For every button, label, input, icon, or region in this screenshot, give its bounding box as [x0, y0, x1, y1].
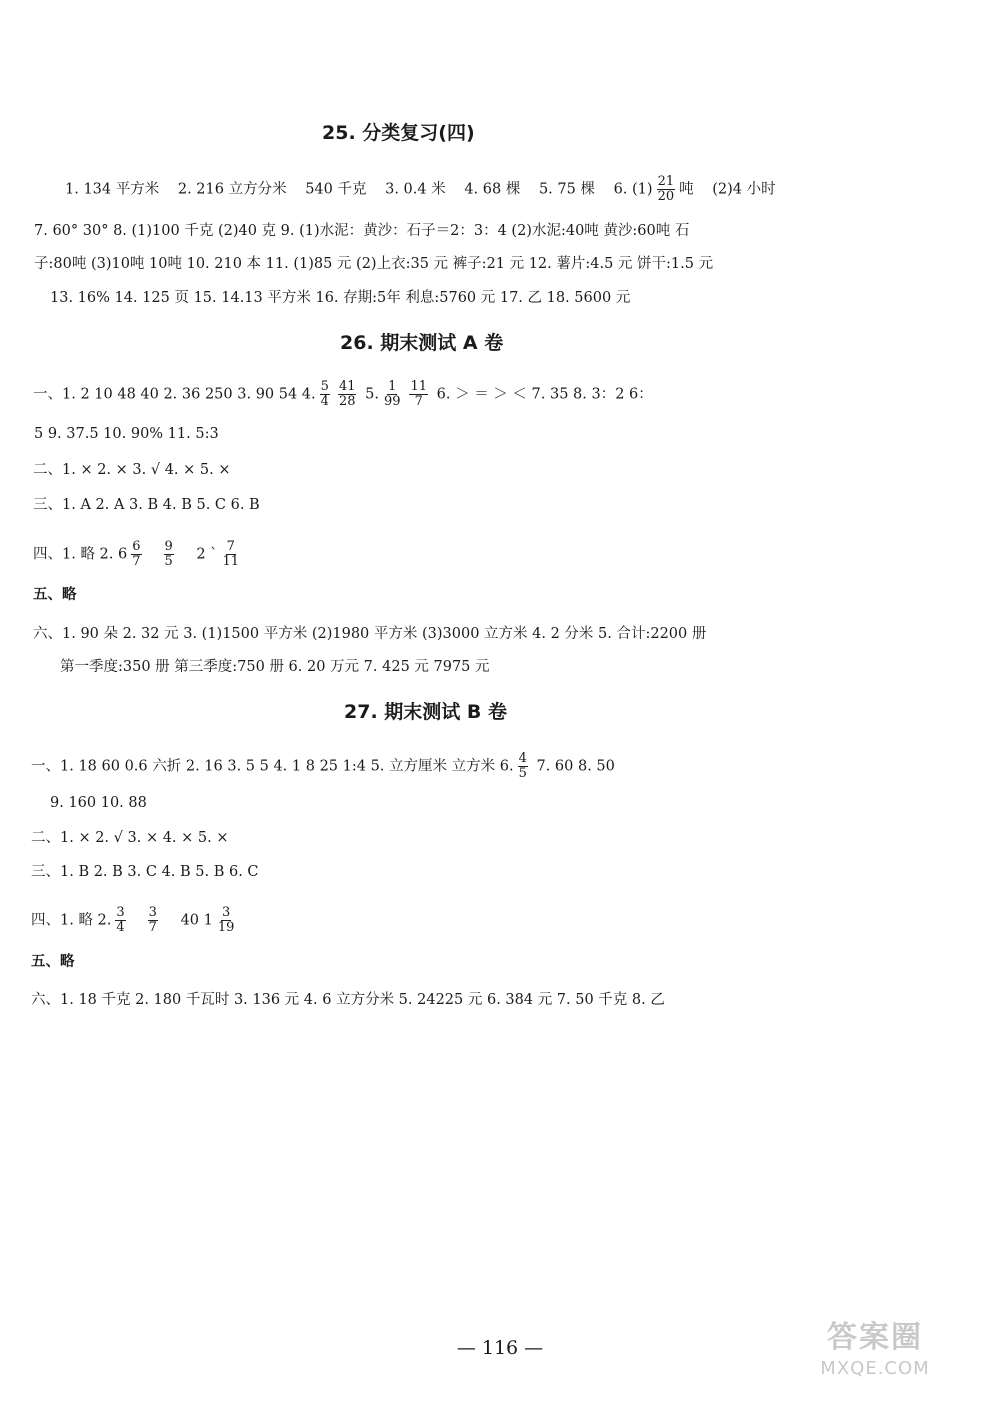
s27-line-1 — [31, 752, 615, 781]
section-27-title: 27. 期末测试 B 卷 — [344, 701, 507, 723]
s26-line-3: 二、1. × 2. × 3. √ 4. × 5. × — [33, 462, 231, 478]
s26-line-8: 第一季度:350 册 第三季度:750 册 6. 20 万元 7. 425 元 7975 元 — [60, 659, 490, 675]
s26-line-2: 5 9. 37.5 10. 90% 11. 5:3 — [34, 426, 219, 442]
answer: 吨 — [679, 181, 694, 198]
answer: 2 ` — [196, 546, 218, 563]
watermark-text: 答案圈 — [827, 1320, 923, 1355]
watermark-logo — [790, 1318, 960, 1398]
s25-line-1 — [65, 175, 776, 204]
fraction: $\frac{5}{4}$ — [320, 379, 329, 409]
answer: 4. 68 棵 — [464, 181, 521, 198]
s26-line-7: 六、1. 90 朵 2. 32 元 3. (1)1500 平方米 (2)1980 平方米 (3)3000 立方米 4. 2 分米 5. 合计:2200 册 — [33, 626, 707, 642]
answer: 四、1. 略 2. 6 — [33, 546, 128, 563]
fraction: $\frac{7}{11}$ — [222, 539, 240, 569]
s27-line-5 — [31, 906, 239, 935]
answer: 40 1 — [180, 912, 213, 929]
section-25-title: 25. 分类复习(四) — [322, 122, 475, 144]
s27-line-3: 二、1. × 2. √ 3. × 4. × 5. × — [31, 830, 229, 846]
answer: 6. (1) — [613, 181, 653, 198]
answer: 2. 216 立方分米 — [177, 181, 287, 198]
s26-line-1 — [33, 380, 653, 409]
s27-line-6: 五、略 — [31, 953, 75, 970]
answer: 5. 75 棵 — [538, 181, 595, 198]
fraction: $\frac{1}{99}$ — [383, 379, 401, 409]
answer: 540 千克 — [305, 181, 367, 198]
fraction: $\frac{3}{19}$ — [217, 905, 235, 935]
page-number: — 116 — — [456, 1337, 544, 1359]
s25-line-4: 13. 16% 14. 125 页 15. 14.13 平方米 16. 存期:5年 利息:5760 元 17. 乙 18. 5600 元 — [50, 290, 631, 306]
fraction: $\frac{41}{28}$ — [338, 379, 356, 409]
fraction: $\frac{9}{5}$ — [164, 539, 173, 569]
fraction: $\frac{6}{7}$ — [132, 539, 141, 569]
s27-line-4: 三、1. B 2. B 3. C 4. B 5. B 6. C — [31, 864, 259, 880]
answer: 一、1. 18 60 0.6 六折 2. 16 3. 5 5 4. 1 8 25 1:4 5. 立方厘米 立方米 6. — [31, 758, 514, 775]
answer: 3. 0.4 米 — [385, 181, 446, 198]
answer: 一、1. 2 10 48 40 2. 36 250 3. 90 54 4. — [33, 386, 316, 403]
watermark-url: MXQE.COM — [820, 1358, 930, 1379]
s25-line-3: 子:80吨 (3)10吨 10吨 10. 210 本 11. (1)85 元 (2)上衣:35 元 裤子:21 元 12. 薯片:4.5 元 饼干:1.5 元 — [34, 256, 714, 272]
answer: 7. 60 8. 50 — [536, 758, 615, 775]
fraction: $\frac{21}{20}$ — [657, 174, 675, 204]
answer: 四、1. 略 2. — [31, 912, 112, 929]
s25-line-2: 7. 60° 30° 8. (1)100 千克 (2)40 克 9. (1)水泥：黄沙：石子＝2：3：4 (2)水泥:40吨 黄沙:60吨 石 — [34, 223, 690, 239]
answer: 6. ＞ ＝ ＞ ＜ 7. 35 8. 3：2 6： — [436, 386, 653, 403]
s26-line-4: 三、1. A 2. A 3. B 4. B 5. C 6. B — [33, 497, 260, 513]
fraction: $\frac{3}{7}$ — [148, 905, 157, 935]
fraction: $\frac{3}{4}$ — [116, 905, 125, 935]
s26-line-6: 五、略 — [33, 586, 77, 603]
s27-line-2: 9. 160 10. 88 — [50, 795, 147, 811]
answer: 1. 134 平方米 — [65, 181, 160, 198]
s27-line-7: 六、1. 18 千克 2. 180 千瓦时 3. 136 元 4. 6 立方分米 5. 24225 元 6. 384 元 7. 50 千克 8. 乙 — [31, 992, 665, 1008]
s26-line-5 — [33, 540, 244, 569]
answer: 5. — [365, 386, 379, 403]
fraction: $\frac{4}{5}$ — [518, 751, 527, 781]
section-26-title: 26. 期末测试 A 卷 — [340, 332, 504, 354]
fraction: $\frac{11}{7}$ — [410, 379, 428, 409]
answer: (2)4 小时 — [712, 181, 776, 198]
